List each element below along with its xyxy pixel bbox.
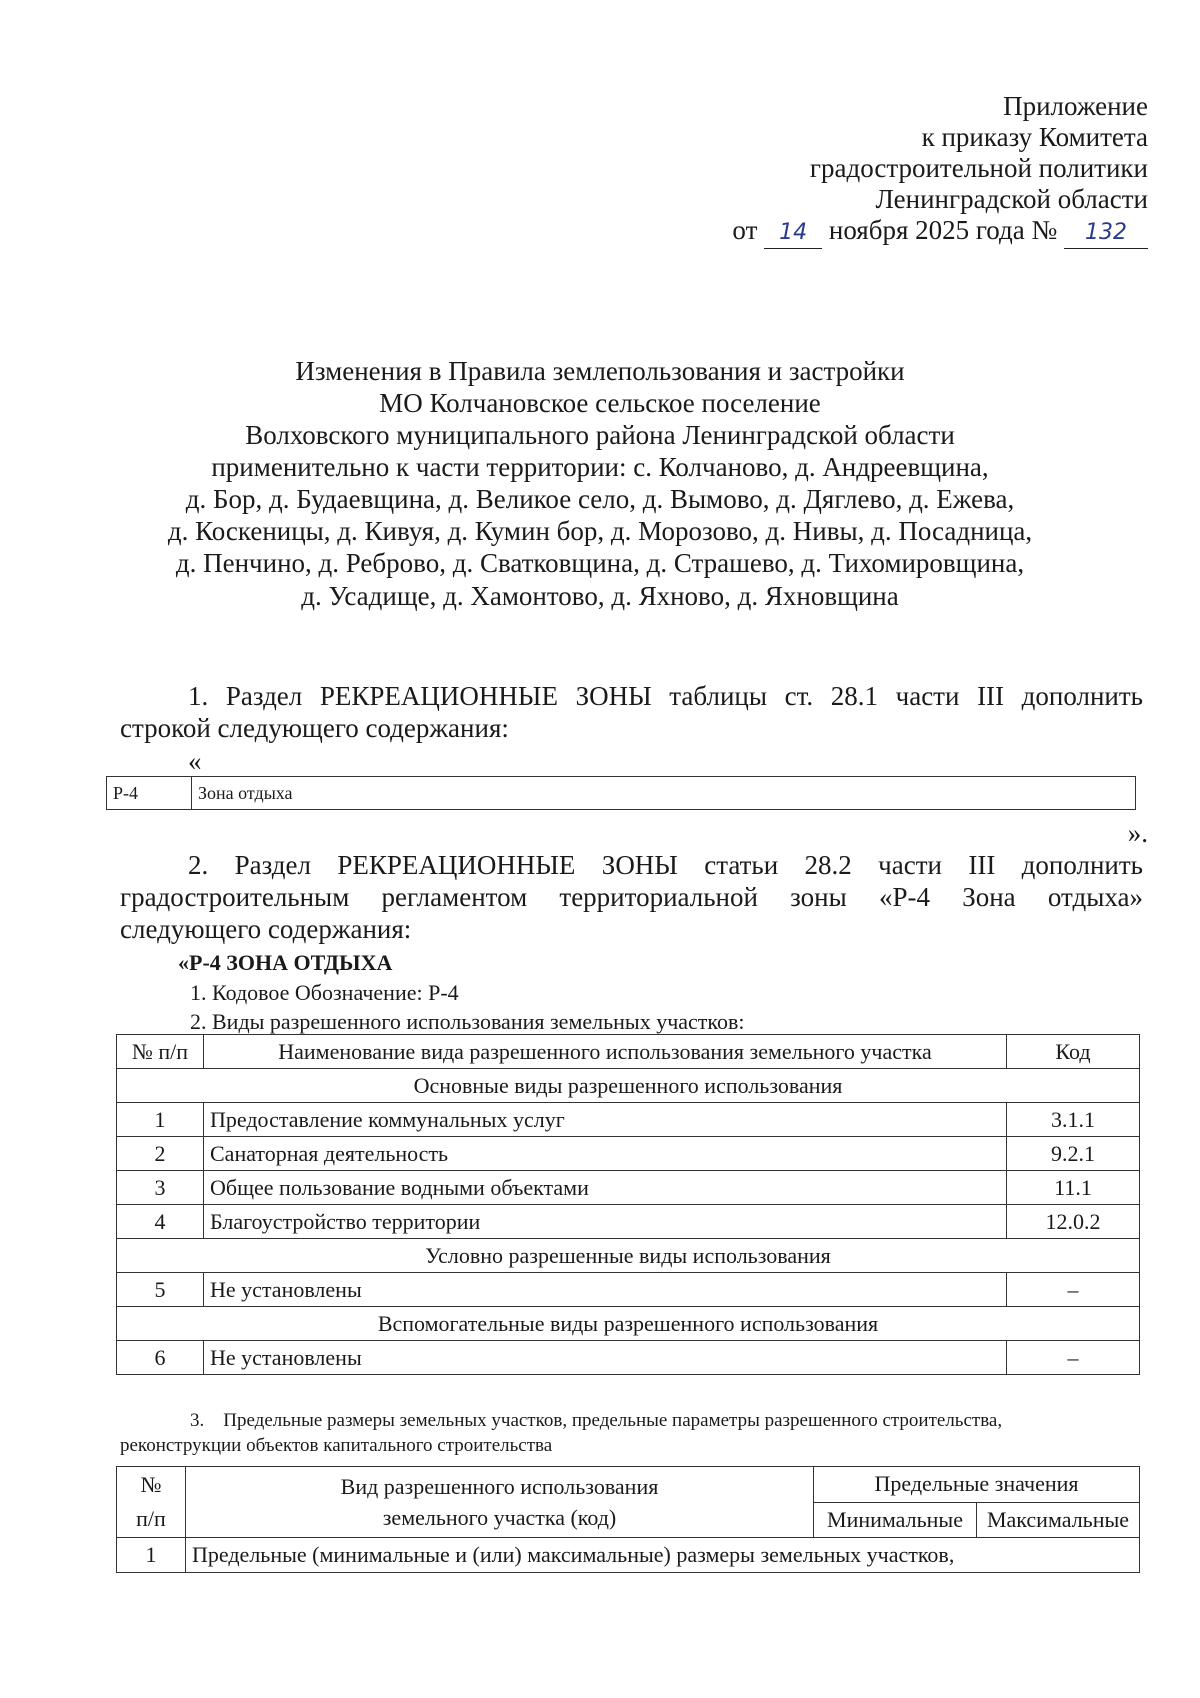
section3-line-1: 3. Предельные размеры земельных участков, предельные параметры разрешенного строительства, <box>190 1410 1003 1431</box>
row-name: Предоставление коммунальных услуг <box>204 1103 1007 1137</box>
row-number: 6 <box>117 1341 204 1375</box>
row-name: Благоустройство территории <box>204 1205 1007 1239</box>
row-name: Общее пользование водными объектами <box>204 1171 1007 1205</box>
header-kind-line-1: Вид разрешенного использования <box>340 1474 659 1499</box>
table-row <box>117 1103 1140 1137</box>
header-code: Код <box>1007 1035 1140 1069</box>
order-day-field <box>764 215 822 249</box>
table-row <box>117 1171 1140 1205</box>
row-code: 9.2.1 <box>1007 1137 1140 1171</box>
header-max: Максимальные <box>977 1502 1140 1538</box>
table-row <box>117 1538 1140 1573</box>
zone-name-cell: Зона отдыха <box>192 777 1136 810</box>
zone-item-1: 1. Кодовое Обозначение: Р-4 <box>190 980 459 1005</box>
appendix-order-ref: к приказу Комитета <box>921 122 1148 152</box>
appendix-region: Ленинградской области <box>875 184 1148 214</box>
appendix-committee: градостроительной политики <box>809 153 1148 183</box>
section2-line-1: 2. Раздел РЕКРЕАЦИОННЫЕ ЗОНЫ статьи 28.2 части III дополнить <box>188 850 1143 880</box>
row-code: – <box>1007 1341 1140 1375</box>
row-text: Предельные (минимальные и (или) максимальные) размеры земельных участков, <box>186 1538 1140 1573</box>
section1-close-quote: ». <box>1127 818 1148 848</box>
header-number-line-1: № <box>140 1472 162 1497</box>
table-row <box>117 1341 1140 1375</box>
table-group-row <box>117 1069 1140 1103</box>
row-number: 3 <box>117 1171 204 1205</box>
title-line-7: д. Пенчино, д. Реброво, д. Сватковщина, д. Страшево, д. Тихомировщина, <box>175 548 1025 578</box>
title-line-4: применительно к части территории: с. Колчаново, д. Андреевщина, <box>211 452 989 482</box>
order-number-field <box>1064 215 1148 249</box>
table-group-row <box>117 1239 1140 1273</box>
header-limits: Предельные значения <box>814 1467 1140 1503</box>
header-number <box>117 1467 186 1538</box>
section3-line-2: реконструкции объектов капитального строительства <box>120 1435 553 1456</box>
header-kind-line-2: земельного участка (код) <box>382 1505 617 1530</box>
row-number: 5 <box>117 1273 204 1307</box>
group-conditional: Условно разрешенные виды использования <box>117 1239 1140 1273</box>
header-kind <box>186 1467 814 1538</box>
row-name: Не установлены <box>204 1341 1007 1375</box>
row-name: Санаторная деятельность <box>204 1137 1007 1171</box>
section2-line-3: следующего содержания: <box>120 914 412 944</box>
header-name: Наименование вида разрешенного использования земельного участка <box>204 1035 1007 1069</box>
row-code: – <box>1007 1273 1140 1307</box>
row-code: 3.1.1 <box>1007 1103 1140 1137</box>
row-number: 2 <box>117 1137 204 1171</box>
table-group-row <box>117 1307 1140 1341</box>
group-auxiliary: Вспомогательные виды разрешенного использования <box>117 1307 1140 1341</box>
title-line-1: Изменения в Правила землепользования и застройки <box>295 356 905 386</box>
row-code: 12.0.2 <box>1007 1205 1140 1239</box>
row-number: 1 <box>117 1103 204 1137</box>
order-number-handwritten: 132 <box>1085 220 1127 245</box>
table-row <box>107 777 1136 810</box>
section2-line-2: градостроительным регламентом территориальной зоны «Р-4 Зона отдыха» <box>120 882 1143 912</box>
appendix-label: Приложение <box>1003 91 1148 121</box>
section1-line-1: 1. Раздел РЕКРЕАЦИОННЫЕ ЗОНЫ таблицы ст. 28.1 части III дополнить <box>188 681 1143 711</box>
row-name: Не установлены <box>204 1273 1007 1307</box>
limits-table <box>116 1466 1140 1573</box>
row-number: 4 <box>117 1205 204 1239</box>
header-number: № п/п <box>117 1035 204 1069</box>
zone-heading: «Р-4 ЗОНА ОТДЫХА <box>178 950 393 975</box>
order-day-handwritten: 14 <box>779 220 808 245</box>
group-main: Основные виды разрешенного использования <box>117 1069 1140 1103</box>
table-header-row <box>117 1035 1140 1069</box>
header-min: Минимальные <box>814 1502 977 1538</box>
zone-item-2: 2. Виды разрешенного использования земельных участков: <box>190 1009 745 1034</box>
table-header-row <box>117 1467 1140 1503</box>
title-line-5: д. Бор, д. Будаевщина, д. Великое село, д. Вымово, д. Дяглево, д. Ежева, <box>185 484 1015 514</box>
date-prefix: от <box>732 215 758 245</box>
table-row <box>117 1137 1140 1171</box>
order-month-year: ноября 2025 года № <box>828 215 1058 245</box>
title-line-6: д. Коскеницы, д. Кивуя, д. Кумин бор, д. Морозово, д. Нивы, д. Посадница, <box>167 516 1033 546</box>
section1-line-2: строкой следующего содержания: <box>120 713 509 743</box>
zone-code-cell: Р-4 <box>107 777 192 810</box>
title-line-2: МО Колчановское сельское поселение <box>379 388 821 418</box>
title-line-3: Волховского муниципального района Ленинградской области <box>245 420 955 450</box>
table-row <box>117 1273 1140 1307</box>
row-code: 11.1 <box>1007 1171 1140 1205</box>
header-number-line-2: п/п <box>136 1506 166 1531</box>
permitted-uses-table <box>116 1034 1140 1375</box>
order-date-line <box>732 215 1148 249</box>
table-row <box>117 1205 1140 1239</box>
zone-table <box>106 776 1136 810</box>
title-line-8: д. Усадище, д. Хамонтово, д. Яхново, д. Яхновщина <box>301 581 899 611</box>
row-number: 1 <box>117 1538 186 1573</box>
section1-open-quote: « <box>188 746 202 776</box>
